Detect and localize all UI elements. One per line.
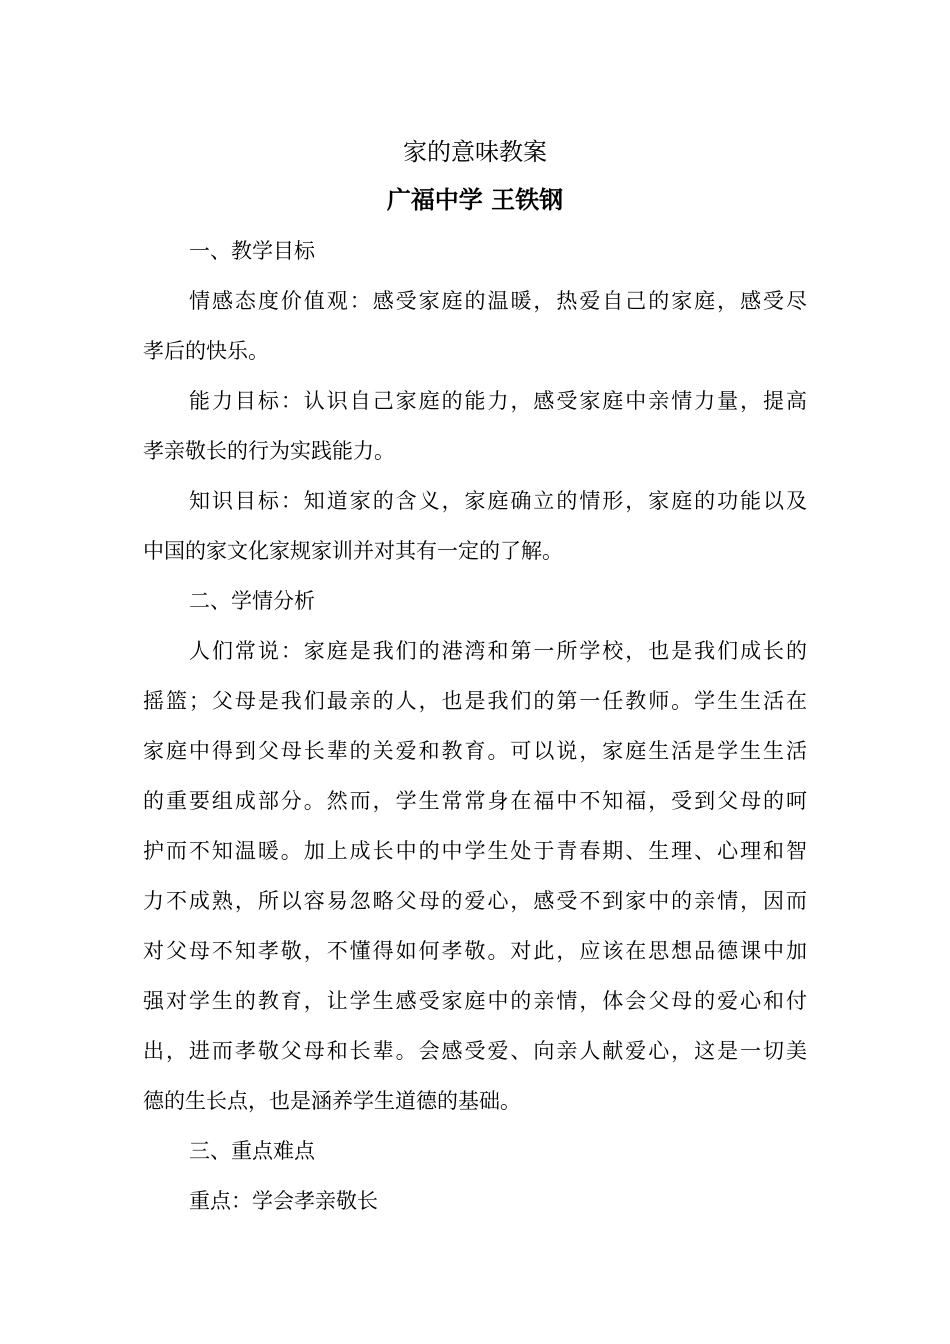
paragraph-line: 重点：学会孝亲敬长 [189,1189,378,1213]
section-heading-analysis: 二、学情分析 [189,589,315,613]
paragraph-line: 孝后的快乐。 [143,339,269,363]
paragraph-line: 摇篮；父母是我们最亲的人，也是我们的第一任教师。学生生活在 [143,689,807,713]
paragraph-line: 能力目标：认识自己家庭的能力，感受家庭中亲情力量，提高 [189,389,807,413]
paragraph-line: 力不成熟，所以容易忽略父母的爱心，感受不到家中的亲情，因而 [143,889,807,913]
section-heading-objectives: 一、教学目标 [189,239,315,263]
section-heading-key-points: 三、重点难点 [189,1139,315,1163]
paragraph-line: 人们常说：家庭是我们的港湾和第一所学校，也是我们成长的 [189,639,807,663]
paragraph-line: 中国的家文化家规家训并对其有一定的了解。 [143,539,563,563]
author-line: 广福中学 王铁钢 [386,185,564,214]
document-body [143,226,807,1226]
paragraph-line: 孝亲敬长的行为实践能力。 [143,439,395,463]
paragraph-line: 对父母不知孝敬，不懂得如何孝敬。对此，应该在思想品德课中加 [143,939,807,963]
paragraph-line: 家庭中得到父母长辈的关爱和教育。可以说，家庭生活是学生生活 [143,739,807,763]
paragraph-line: 护而不知温暖。加上成长中的中学生处于青春期、生理、心理和智 [143,839,807,863]
paragraph-line: 的重要组成部分。然而，学生常常身在福中不知福，受到父母的呵 [143,789,807,813]
paragraph-line: 出，进而孝敬父母和长辈。会感受爱、向亲人献爱心，这是一切美 [143,1039,807,1063]
paragraph-line: 德的生长点，也是涵养学生道德的基础。 [143,1089,521,1113]
paragraph-line: 强对学生的教育，让学生感受家庭中的亲情，体会父母的爱心和付 [143,989,807,1013]
paragraph-line: 知识目标：知道家的含义，家庭确立的情形，家庭的功能以及 [189,489,807,513]
document-title: 家的意味教案 [403,138,547,166]
paragraph-line: 情感态度价值观：感受家庭的温暖，热爱自己的家庭，感受尽 [189,289,807,313]
